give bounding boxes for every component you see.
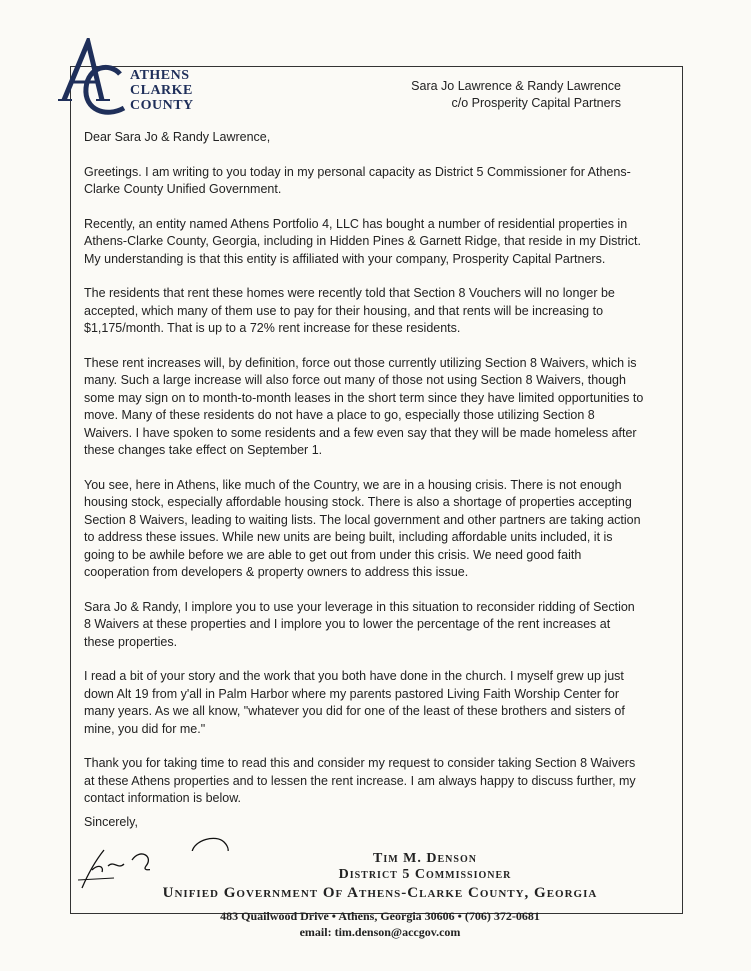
letter-body: [84, 129, 644, 825]
signature-block: [150, 851, 610, 902]
paragraph: The residents that rent these homes were recently told that Section 8 Vouchers will no longer be accepted, which many of them use to pay for their housing, and that rents will be increasing to $1,175/month. That is up to a 72% rent increase for these residents.: [84, 286, 615, 335]
closing: Sincerely,: [84, 815, 138, 829]
signer-name: Tim M. Denson: [373, 851, 477, 866]
signer-title: District 5 Commissioner: [338, 867, 512, 882]
logo-line: ATHENS: [130, 68, 190, 83]
contact-address: 483 Quailwood Drive • Athens, Georgia 30606 • (706) 372-0681: [220, 909, 540, 923]
ac-monogram-icon: [58, 38, 138, 118]
paragraph: These rent increases will, by definition, force out those currently utilizing Section 8 Waivers, which is many. Such a large increase will also force out many of those not using Section 8 Waivers, though some may sign on to month-to-month leases in the short term since they have limited opportunities to move. Many of these residents do not have a place to go, especially those utilizing Section 8 Waivers. I have spoken to some residents and a few even say that they will be made homeless after these changes take effect on September 1.: [84, 355, 644, 457]
contact-info: [150, 908, 610, 940]
paragraph: Greetings. I am writing to you today in my personal capacity as District 5 Commissioner for Athens-Clarke County Unified Government.: [84, 164, 631, 196]
athens-clarke-county-logo: [58, 38, 208, 118]
salutation: Dear Sara Jo & Randy Lawrence,: [84, 130, 271, 144]
signer-organization: Unified Government Of Athens-Clarke County, Georgia: [162, 885, 598, 901]
paragraph: Recently, an entity named Athens Portfolio 4, LLC has bought a number of residential properties in Athens-Clarke County, Georgia, including in Hidden Pines & Garnett Ridge, that reside in my District. My understanding is that this entity is affiliated with your company, Prosperity Capital Partners.: [84, 216, 641, 266]
recipient-name: Sara Jo Lawrence & Randy Lawrence: [411, 79, 621, 93]
recipient-company: c/o Prosperity Capital Partners: [451, 96, 621, 110]
recipient-address: [411, 78, 621, 112]
paragraph: You see, here in Athens, like much of the Country, we are in a housing crisis. There is not enough housing stock, especially affordable housing stock. There is also a shortage of properties accepting Section 8 Waivers, leading to waiting lists. The local government and other partners are taking action to address these issues. While new units are being built, including affordable units included, it is going to be awhile before we are able to get out from under this crisis. We need good faith cooperation from developers & property owners to address this issue.: [84, 477, 641, 579]
paragraph: Thank you for taking time to read this and consider my request to consider taking Section 8 Waivers at these Athens properties and to lessen the rent increase. I am always happy to discuss further, my contact information is below.: [84, 756, 636, 805]
paragraph: Sara Jo & Randy, I implore you to use your leverage in this situation to reconsider ridding of Section 8 Waivers at these properties and I implore you to lower the percentage of the rent increases at these properties.: [84, 599, 635, 649]
contact-email: email: tim.denson@accgov.com: [299, 925, 461, 939]
paragraph: I read a bit of your story and the work that you both have done in the church. I myself grew up just down Alt 19 from y'all in Palm Harbor where my parents pastored Living Faith Worship Center for many years. As we all know, "whatever you did for one of the least of these brothers and sisters of mine, you did for me.": [84, 669, 625, 736]
logo-wordmark: [130, 68, 198, 113]
logo-line: COUNTY: [130, 98, 194, 113]
logo-line: CLARKE: [130, 83, 193, 98]
